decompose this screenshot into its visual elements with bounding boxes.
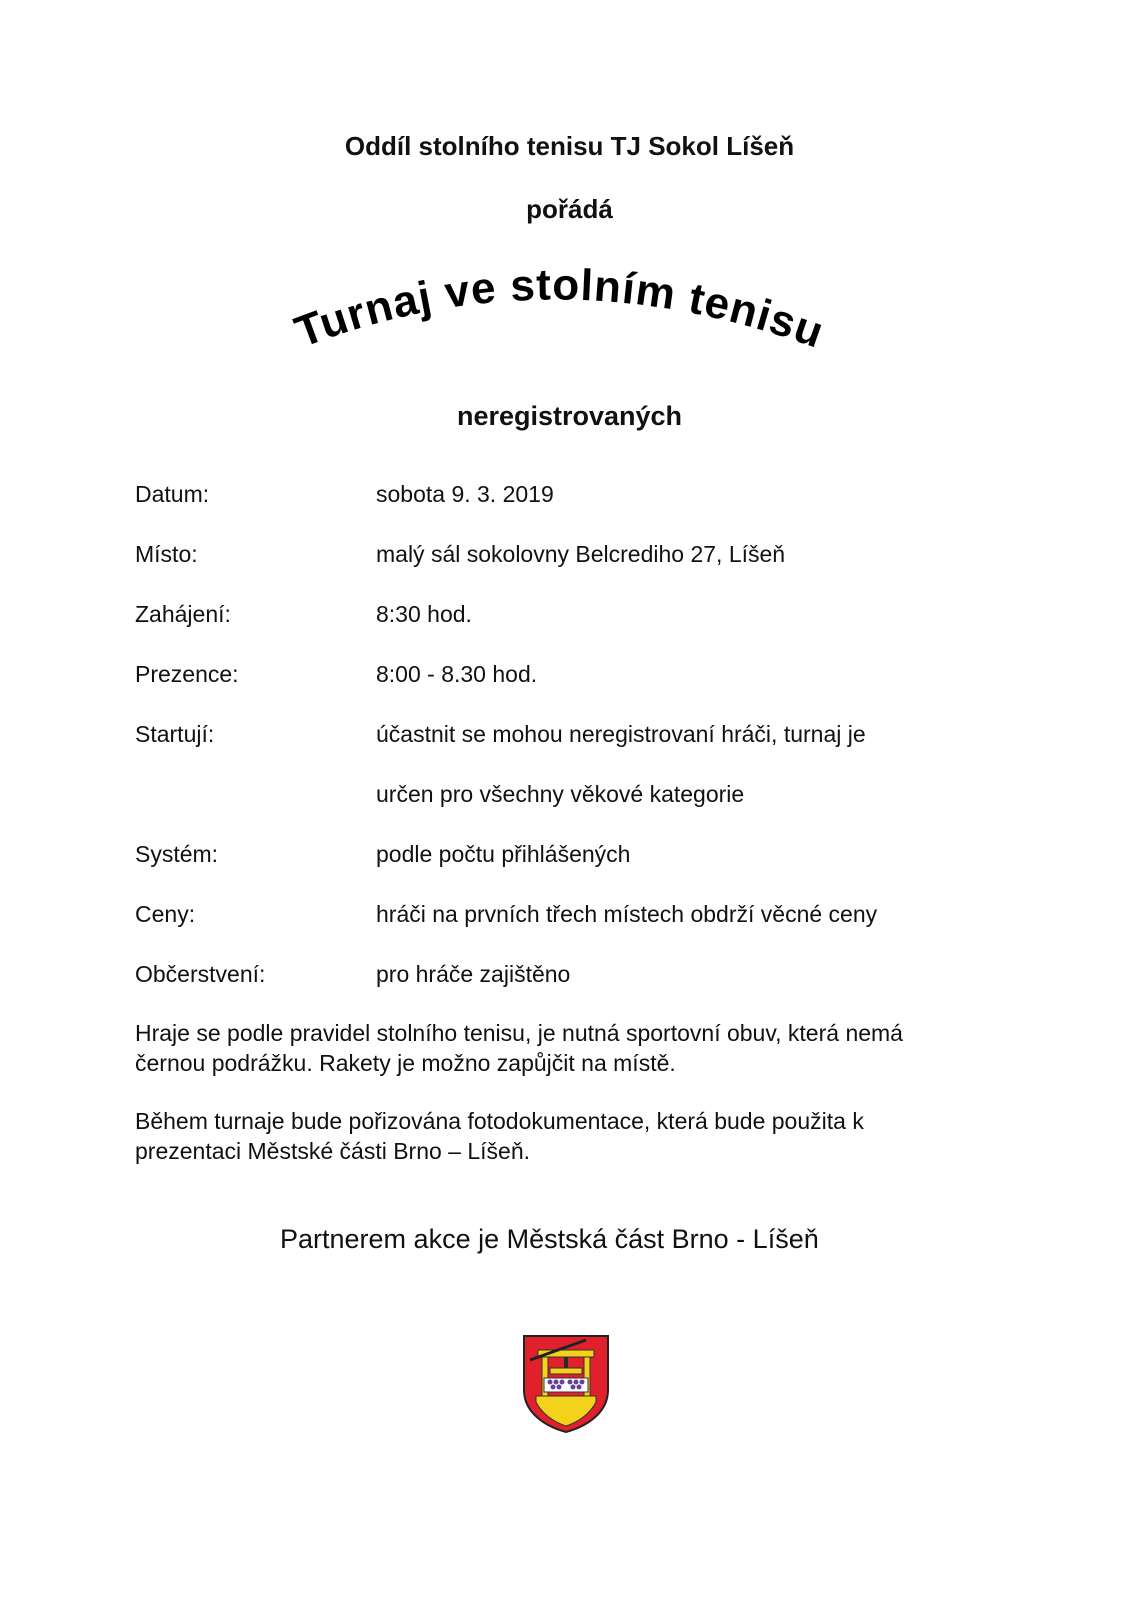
svg-text:Turnaj ve stolním tenisu xyxy=(289,262,831,358)
detail-value-start: 8:30 hod. xyxy=(376,601,472,627)
detail-label-prizes: Ceny: xyxy=(135,901,196,927)
detail-label-system: Systém: xyxy=(135,841,219,867)
detail-value-participants: účastnit se mohou neregistrovaní hráči, turnaj je xyxy=(376,721,866,747)
detail-value-prizes: hráči na prvních třech místech obdrží věcné ceny xyxy=(376,901,878,927)
detail-label-participants: Startují: xyxy=(135,721,215,747)
detail-value-refreshments: pro hráče zajištěno xyxy=(376,961,571,987)
rules-paragraph: Hraje se podle pravidel stolního tenisu, je nutná sportovní obuv, která nemá černou podrážku. Rakety je možno zapůjčit na místě. xyxy=(135,1020,903,1076)
detail-value-date: sobota 9. 3. 2019 xyxy=(376,481,554,507)
detail-value-place: malý sál sokolovny Belcrediho 27, Líšeň xyxy=(376,541,786,567)
coat-of-arms-icon xyxy=(520,1330,612,1434)
detail-label-place: Místo: xyxy=(135,541,198,567)
hosts-text: pořádá xyxy=(526,194,613,224)
detail-label-start: Zahájení: xyxy=(135,601,231,627)
detail-value-system: podle počtu přihlášených xyxy=(376,841,631,867)
partner-text: Partnerem akce je Městská část Brno - Líšeň xyxy=(280,1224,819,1254)
detail-value-registration: 8:00 - 8.30 hod. xyxy=(376,661,538,687)
detail-label-refreshments: Občerstvení: xyxy=(135,961,266,987)
event-title-text: Turnaj ve stolním tenisu xyxy=(288,262,831,358)
photos-paragraph: Během turnaje bude pořizována fotodokumentace, která bude použita k prezentaci Městské části Brno – Líšeň. xyxy=(135,1108,864,1164)
event-subtitle: neregistrovaných xyxy=(456,401,683,431)
detail-label-date: Datum: xyxy=(135,481,210,507)
detail-value-participants-line2: určen pro všechny věkové kategorie xyxy=(376,781,745,807)
detail-label-registration: Prezence: xyxy=(135,661,239,687)
event-title xyxy=(240,262,860,372)
organizer-heading: Oddíl stolního tenisu TJ Sokol Líšeň xyxy=(344,131,795,161)
